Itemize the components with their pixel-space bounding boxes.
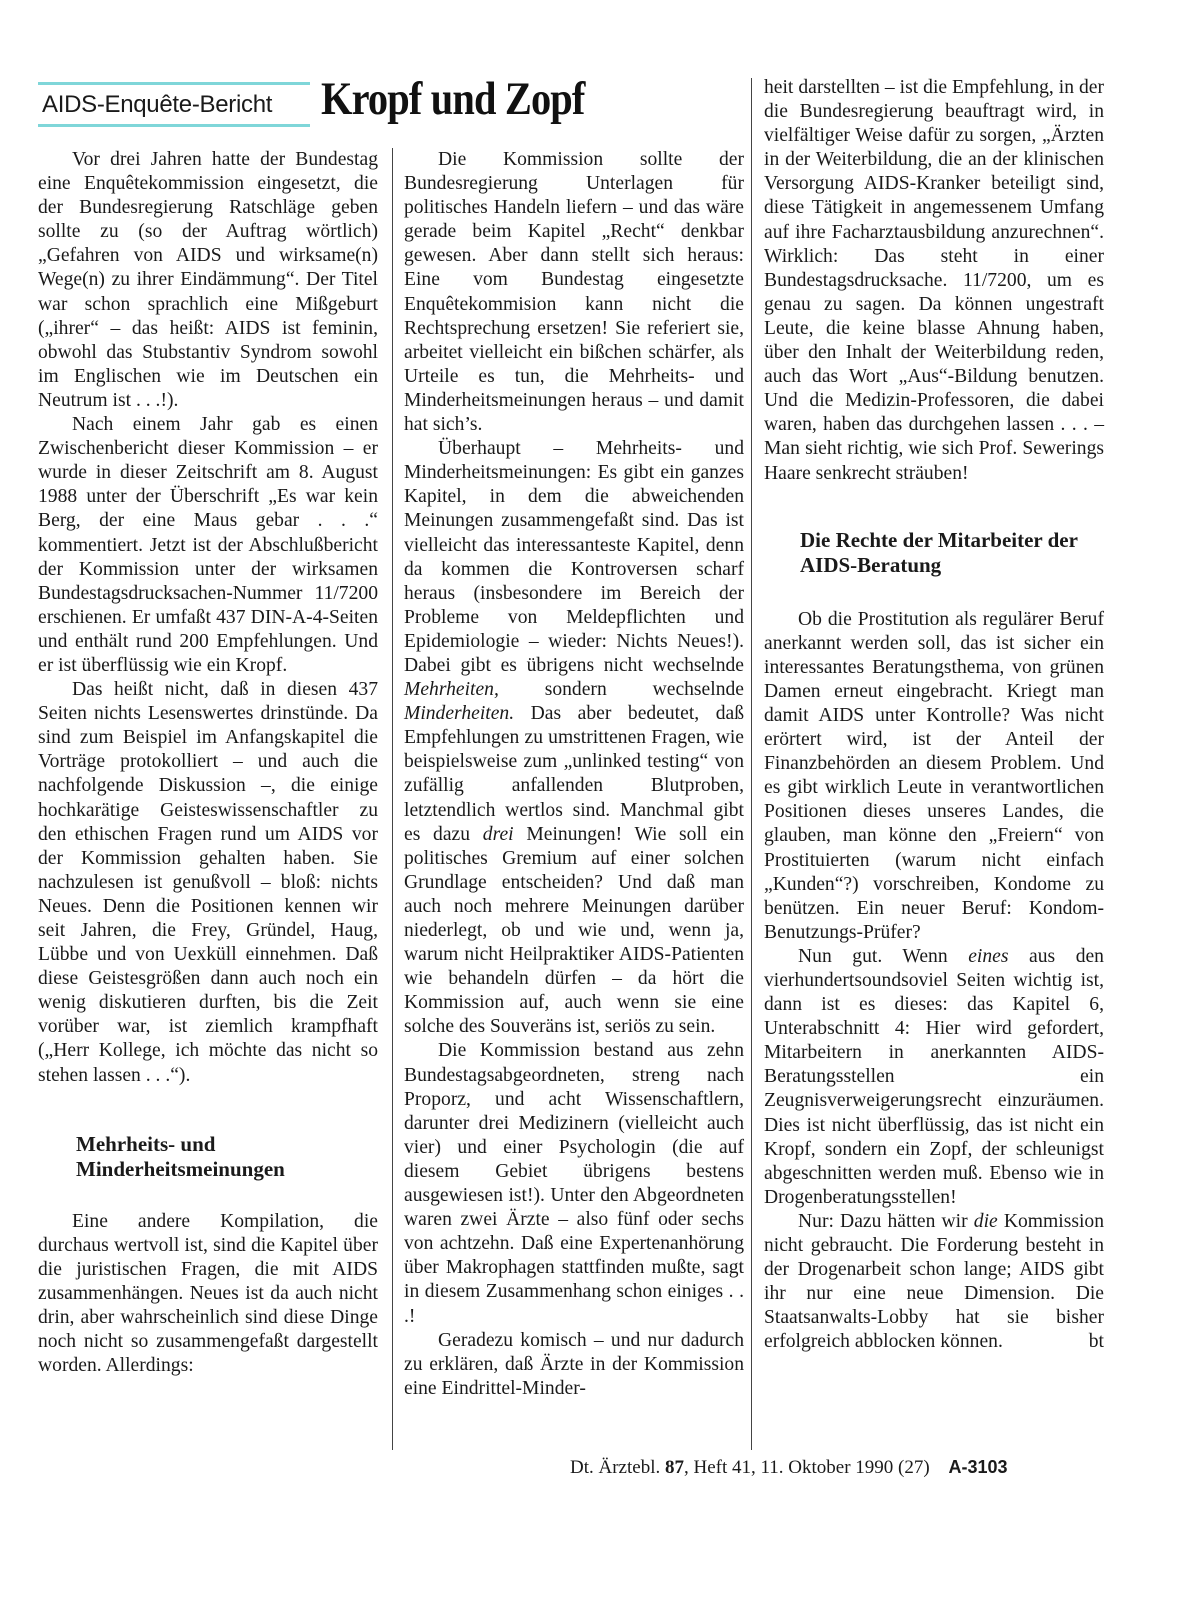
text-run: Nun gut. Wenn — [798, 945, 969, 967]
headline: Kropf und Zopf — [321, 73, 585, 125]
text-run: Überhaupt – Mehrheits- und Minderheitsmeinungen: Es gibt ein ganzes Kapitel, in dem die abweichenden Meinungen zusammengefaßt sind. Das ist vielleicht das interessanteste Kapitel, denn da kommen die Kontroversen scharf heraus (insbesondere im Bereich der Probleme von Meldepflichten und Epidemiologie – wieder: Nichts Neues!). Dabei gibt es übrigens nicht wechselnde — [404, 438, 744, 676]
kicker-rule-bottom — [38, 124, 310, 127]
paragraph — [764, 945, 1104, 1210]
paragraph: Die Kommission sollte der Bundesregierung Unterlagen für politisches Handeln liefern – und das wäre gerade beim Kapitel „Recht“ denkbar gewesen. Aber dann stellt sich heraus: Eine vom Bundestag eingesetzte Enquêtekommision kann nicht die Rechtsprechung ersetzen! Sie referiert sie, arbeitet vielleicht ein bißchen schärfer, als Urteile es tun, die Mehrheits- und Minderheitsmeinungen heraus – und damit hat sich’s. — [404, 149, 744, 436]
emphasis: Minderheiten. — [404, 703, 515, 725]
subheading: Die Rechte der Mitarbeiter der AIDS-Beratung — [800, 527, 1078, 577]
column-3 — [764, 76, 1104, 1355]
page-number: A-3103 — [948, 1457, 1008, 1477]
subheading: Mehrheits- und Minderheitsmeinungen — [76, 1131, 285, 1181]
text-run: Kommission nicht gebraucht. Die Forderung besteht in der Drogenarbeit schon lange; AIDS gibt ihr nur eine neue Dimension. Die Staatsanwalts-Lobby hat sie bisher erfolgreich abblocken können. — [764, 1210, 1105, 1353]
kicker-box — [38, 82, 310, 124]
paragraph — [764, 1210, 1104, 1355]
author-signature: bt — [1088, 1331, 1104, 1353]
column-2 — [404, 148, 744, 1401]
paragraph: Das heißt nicht, daß in diesen 437 Seiten nichts Lesenswertes drinstünde. Da sind zum Beispiel im Anfangskapitel die Vorträge protokolliert – und auch die nachfolgende Diskussion –, die einige hochkarätige Geisteswissenschaftler zu den ethischen Fragen rund um AIDS vor der Kommission gehalten haben. Sie nachzulesen ist genußvoll – bloß: nichts Neues. Denn die Positionen kennen wir seit Jahren, die Frey, Gründel, Haug, Lübbe und von Uexküll einnehmen. Daß diese Geistesgrößen dann auch noch ein wenig diskutieren durften, bis die Zeit vorüber war, ist ziemlich krampfhaft („Herr Kollege, ich möchte das nicht so stehen lassen . . .“). — [38, 679, 378, 1086]
kicker: AIDS-Enquête-Bericht — [42, 91, 273, 118]
emphasis: eines — [968, 945, 1009, 967]
paragraph: Vor drei Jahren hatte der Bundestag eine Enquêtekommission eingesetzt, die der Bundesregierung Ratschläge geben sollte zu (so der Auftrag wörtlich) „Gefahren von AIDS und wirksame(n) Wege(n) zu ihrer Eindämmung“. Der Titel war schon sprachlich eine Mißgeburt („ihrer“ – das heißt: AIDS ist feminin, obwohl das Stubstantiv Syndrom sowohl im Englischen wie im Deutschen ein Neutrum ist . . .!). — [38, 149, 378, 411]
issue-info: , Heft 41, 11. Oktober 1990 (27) — [683, 1457, 930, 1478]
column-1 — [38, 148, 378, 1378]
paragraph: Eine andere Kompilation, die durchaus wertvoll ist, sind die Kapitel über die juristischen Fragen, die mit AIDS zusammenhängen. Neues ist da auch nicht drin, aber wahrscheinlich sind diese Dinge noch nicht so zusammengefaßt dargestellt worden. Allerdings: — [38, 1210, 378, 1377]
article-header — [38, 73, 758, 138]
emphasis: die — [973, 1210, 998, 1232]
paragraph: Geradezu komisch – und nur dadurch zu erklären, daß Ärzte in der Kommission eine Eindrittel-Minder- — [404, 1329, 744, 1399]
page-footer — [570, 1457, 1104, 1479]
emphasis: drei — [482, 823, 514, 845]
column-rule-2 — [751, 78, 752, 1450]
column-rule-1 — [392, 148, 393, 1450]
text-run: aus den vierhundertsoundsoviel Seiten wichtig ist, dann ist es dieses: das Kapitel 6, Unterabschnitt 4: Hier wird gefordert, Mitarbeitern in anerkannten AIDS-Beratungsstellen ein Zeugnisverweigerungsrecht einzuräumen. Dies ist nicht überflüssig, das ist nicht ein Kropf, sondern ein Zopf, der schleunigst abgeschnitten werden muß. Ebenso wie in Drogenberatungsstellen! — [764, 945, 1104, 1208]
paragraph: Ob die Prostitution als regulärer Beruf anerkannt werden soll, das ist sicher ein interessantes Beratungsthema, von grünen Damen erneut eingebracht. Kriegt man damit AIDS unter Kontrolle? Was nicht erörtert wird, ist der Anteil der Finanzbehörden an diesem Problem. Und es gibt wirklich Leute in verantwortlichen Positionen dieses unseres Landes, die glauben, man könne den „Freiern“ von Prostituierten (warum nicht einfach „Kunden“?) vorschreiben, Kondome zu benützen. Ein neuer Beruf: Kondom-Benutzungs-Prüfer? — [764, 608, 1104, 943]
journal-volume: 87 — [664, 1457, 684, 1478]
paragraph: heit darstellten – ist die Empfehlung, in der die Bundesregierung beauftragt wird, in vielfältiger Weise dafür zu sorgen, „Ärzten in der Weiterbildung, die an der klinischen Versorgung AIDS-Kranker beteiligt sind, diese Tätigkeit in angemessenem Umfang auf ihre Facharztausbildung anzurechnen“. Wirklich: Das steht in einer Bundestagsdrucksache. 11/7200, um es genau zu sagen. Da können ungestraft Leute, die keine blasse Ahnung haben, über den Inhalt der Weiterbildung reden, auch das Wort „Aus“-Bildung benutzen. Und die Medizin-Professoren, die dabei waren, haben das durchgehen lassen . . . – Man sieht richtig, wie sich Prof. Sewerings Haare senkrecht sträuben! — [764, 77, 1104, 484]
text-run: sondern wechselnde — [498, 679, 744, 701]
paragraph: Die Kommission bestand aus zehn Bundestagsabgeordneten, streng nach Proporz, und acht Wissenschaftlern, darunter drei Medizinern (vielleicht auch vier) und einer Psychologin (die auf diesem Gebiet übrigens bestens ausgewiesen ist!). Unter den Abgeordneten waren zwei Ärzte – also fünf oder sechs von achtzehn. Daß eine Expertenanhörung über Makrophagen stattfinden mußte, sagt in diesem Zusammenhang schon einiges . . .! — [404, 1040, 744, 1327]
kicker-rule-top — [38, 82, 310, 85]
paragraph — [404, 437, 744, 1039]
text-run: Nur: Dazu hätten wir — [798, 1210, 974, 1232]
journal-name: Dt. Ärztebl. — [570, 1457, 661, 1478]
paragraph: Nach einem Jahr gab es einen Zwischenbericht dieser Kommission – er wurde in dieser Zeitschrift am 8. August 1988 unter der Überschrift „Es war kein Berg, der eine Maus gebar . . .“ kommentiert. Jetzt ist der Abschlußbericht der Kommission unter der wirksamen Bundestagsdrucksachen-Nummer 11/7200 erschienen. Er umfaßt 437 DIN-A-4-Seiten und enthält rund 200 Empfehlungen. Und er ist überflüssig wie ein Kropf. — [38, 414, 378, 676]
text-run: Das aber bedeutet, daß Empfehlungen zu umstrittenen Fragen, wie beispielsweise zum „unlinked testing“ von zufällig anfallenden Blutproben, letztendlich wertlos sind. Manchmal gibt es dazu — [404, 703, 744, 845]
emphasis: Mehrheiten, — [404, 679, 499, 701]
text-run: Meinungen! Wie soll ein politisches Gremium auf einer solchen Grundlage entscheiden? Und daß man auch noch mehrere Meinungen darüber niederlegt, ob und wie und, wenn ja, warum nicht Heilpraktiker AIDS-Patienten wie behandeln dürfen – da hört die Kommission auf, auch wenn sie eine solche des Souveräns ist, seriös zu sein. — [404, 823, 745, 1038]
